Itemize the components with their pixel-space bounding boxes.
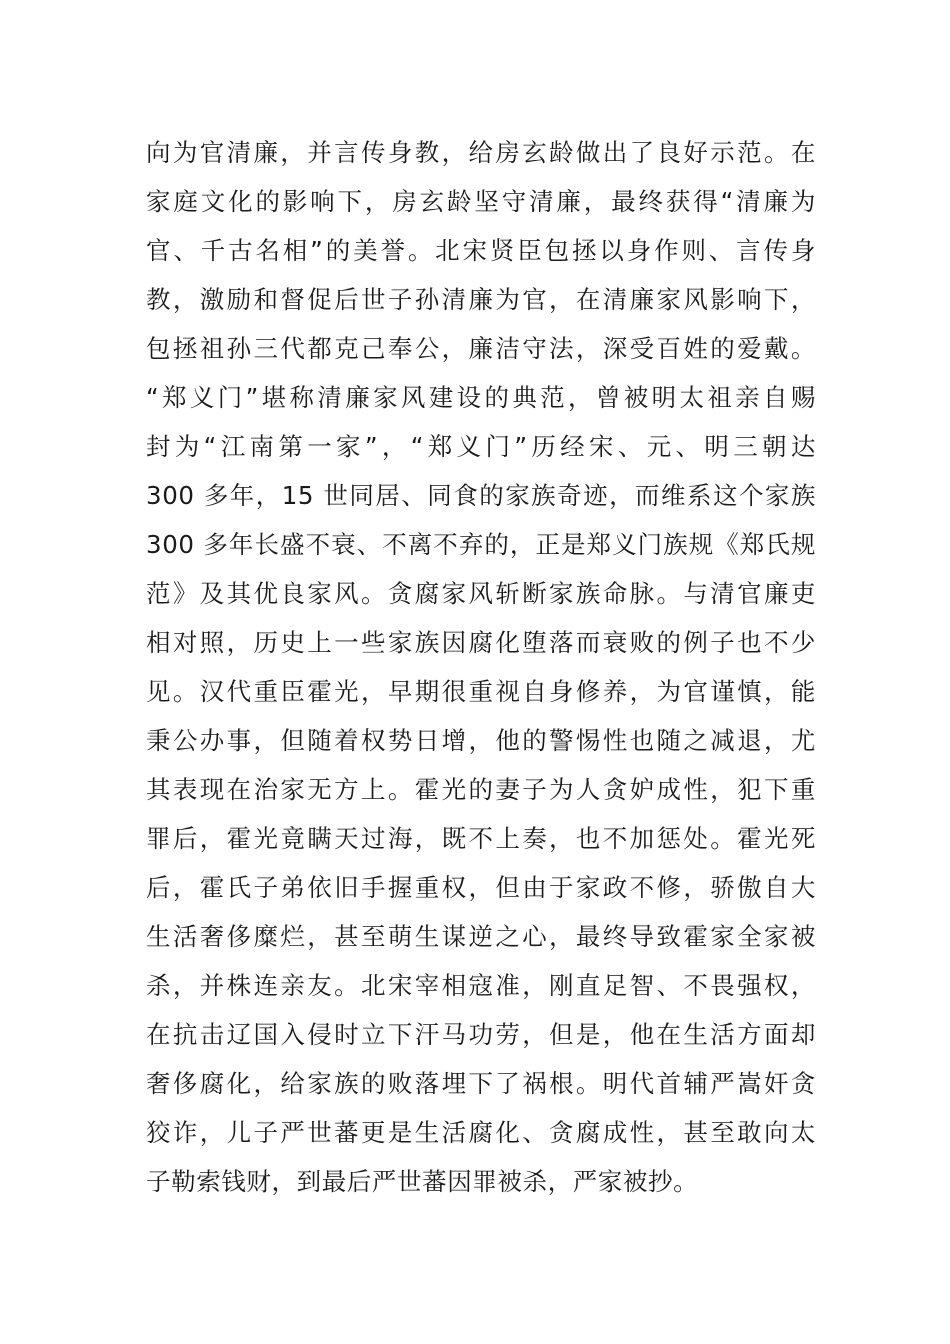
text-line: 300 多年长盛不衰、不离不弃的，正是郑义门族规《郑氏规 — [146, 530, 816, 559]
text-line: 其表现在治家无方上。霍光的妻子为人贪妒成性，犯下重 — [146, 775, 816, 804]
text-line: 封为“江南第一家”，“郑义门”历经宋、元、明三朝达 — [146, 432, 816, 461]
text-line: 家庭文化的影响下，房玄龄坚守清廉，最终获得“清廉为 — [146, 187, 816, 216]
text-line: “郑义门”堪称清廉家风建设的典范，曾被明太祖亲自赐 — [146, 383, 816, 412]
text-line: 官、千古名相”的美誉。北宋贤臣包拯以身作则、言传身 — [146, 236, 816, 265]
text-line: 秉公办事，但随着权势日增，他的警惕性也随之减退，尤 — [146, 726, 816, 755]
text-line: 教，激励和督促后世子孙清廉为官，在清廉家风影响下， — [146, 285, 816, 314]
text-line: 狡诈，儿子严世蕃更是生活腐化、贪腐成性，甚至敢向太 — [146, 1118, 816, 1147]
text-line: 生活奢侈糜烂，甚至萌生谋逆之心，最终导致霍家全家被 — [146, 922, 816, 951]
text-line: 奢侈腐化，给家族的败落埋下了祸根。明代首辅严嵩奸贪 — [146, 1069, 816, 1098]
text-line: 后，霍氏子弟依旧手握重权，但由于家政不修，骄傲自大 — [146, 873, 816, 902]
text-line: 相对照，历史上一些家族因腐化堕落而衰败的例子也不少 — [146, 628, 816, 657]
text-line: 范》及其优良家风。贪腐家风斩断家族命脉。与清官廉吏 — [146, 579, 816, 608]
text-line: 向为官清廉，并言传身教，给房玄龄做出了良好示范。在 — [146, 138, 816, 167]
body-text — [146, 128, 816, 1206]
text-line: 罪后，霍光竟瞒天过海，既不上奏，也不加惩处。霍光死 — [146, 824, 816, 853]
text-line: 见。汉代重臣霍光，早期很重视自身修养，为官谨慎，能 — [146, 677, 816, 706]
text-line: 杀，并株连亲友。北宋宰相寇准，刚直足智、不畏强权， — [146, 971, 816, 1000]
text-line: 在抗击辽国入侵时立下汗马功劳，但是，他在生活方面却 — [146, 1020, 816, 1049]
text-line: 子勒索钱财，到最后严世蕃因罪被杀，严家被抄。 — [146, 1167, 699, 1196]
text-line: 包拯祖孙三代都克己奉公，廉洁守法，深受百姓的爱戴。 — [146, 334, 816, 363]
text-line: 300 多年，15 世同居、同食的家族奇迹，而维系这个家族 — [146, 481, 816, 510]
